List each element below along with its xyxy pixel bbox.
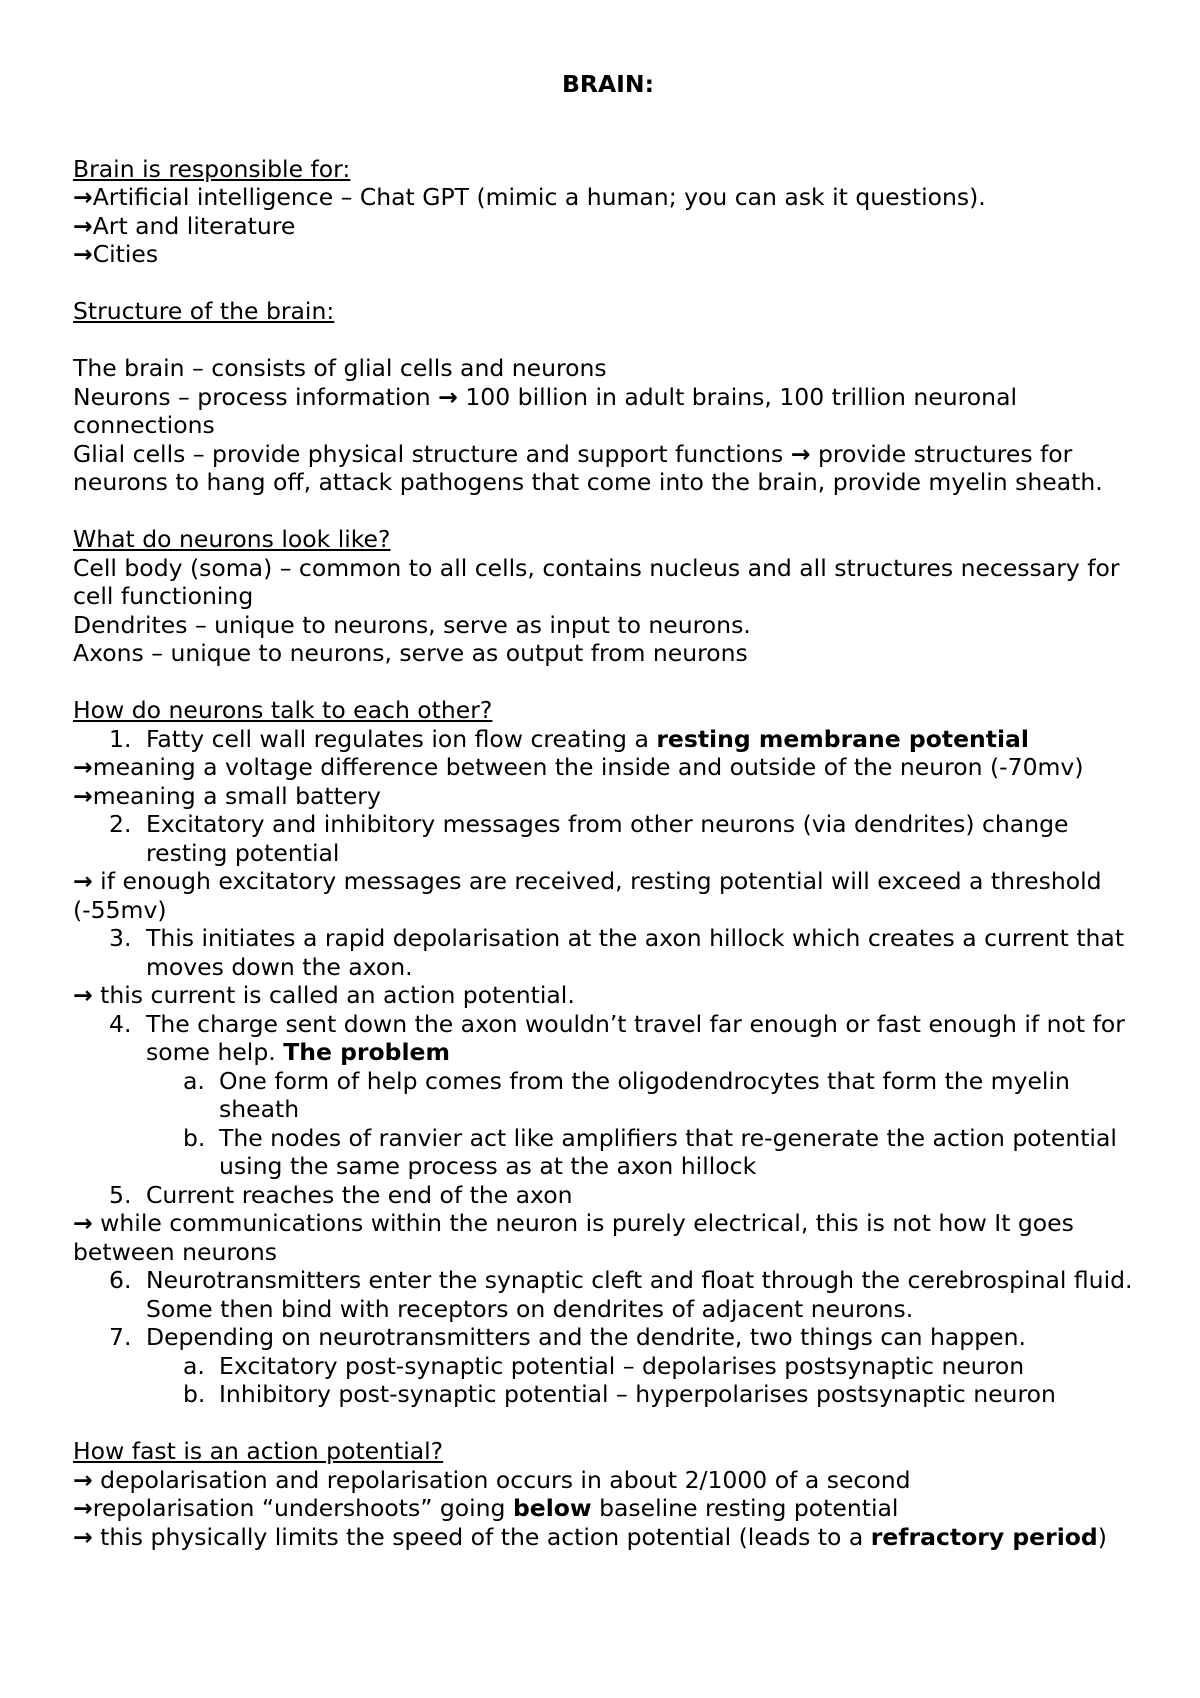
paragraph-line: Axons – unique to neurons, serve as output from neurons [73, 639, 748, 667]
spacer [73, 668, 1133, 697]
section-heading-responsible: Brain is responsible for: [73, 154, 351, 183]
list-item: 7. Depending on neurotransmitters and the dendrite, two things can happen. [109, 1323, 1026, 1351]
list-item: b. The nodes of ranvier act like amplifiers that re-generate the action potential using the same process as at the axon hillock [183, 1123, 1117, 1180]
document-page [73, 70, 1133, 1551]
list-item: 3. This initiates a rapid depolarisation at the axon hillock which creates a current that moves down the axon. [109, 924, 1125, 981]
list-item: a. One form of help comes from the oligodendrocytes that form the myelin sheath [183, 1066, 1070, 1123]
note-line: →meaning a small battery [73, 781, 381, 810]
list-item: 1. Fatty cell wall regulates ion flow creating a resting membrane potential [109, 724, 1029, 753]
arrow-icon: → [438, 382, 458, 411]
list-item: →Artificial intelligence – Chat GPT (mimic a human; you can ask it questions). [73, 183, 986, 211]
note-line: → depolarisation and repolarisation occurs in about 2/1000 of a second [73, 1465, 911, 1494]
document-title: BRAIN: [561, 70, 654, 98]
list-item: b. Inhibitory post-synaptic potential – hyperpolarises postsynaptic neuron [183, 1380, 1056, 1408]
list-item: a. Excitatory post-synaptic potential – depolarises postsynaptic neuron [183, 1351, 1025, 1380]
note-line: → this physically limits the speed of the action potential (leads to a refractory period) [73, 1522, 1107, 1551]
arrow-icon: → [73, 1494, 93, 1522]
arrow-icon: → [790, 439, 811, 468]
section-heading-structure: Structure of the brain: [73, 297, 335, 325]
arrow-icon: → [73, 211, 93, 240]
section-heading-speed: How fast is an action potential? [73, 1437, 444, 1465]
arrow-icon: → [73, 753, 93, 781]
arrow-icon: → [73, 240, 93, 268]
arrow-icon: → [73, 1465, 93, 1494]
note-line: →repolarisation “undershoots” going below baseline resting potential [73, 1494, 899, 1522]
numbered-list [73, 725, 1133, 754]
numbered-list [73, 810, 1133, 867]
arrow-icon: → [73, 183, 93, 211]
paragraph-line: Neurons – process information → 100 billion in adult brains, 100 trillion neuronal connections [73, 382, 1017, 439]
spacer [73, 497, 1133, 526]
numbered-list [73, 1266, 1133, 1352]
list-item: →Art and literature [73, 211, 296, 240]
note-line: → this current is called an action potential. [73, 981, 575, 1009]
paragraph-line: Dendrites – unique to neurons, serve as input to neurons. [73, 610, 751, 639]
note-line: → while communications within the neuron is purely electrical, this is not how It goes between neurons [73, 1209, 1074, 1266]
spacer [73, 269, 1133, 298]
numbered-list [73, 1010, 1133, 1067]
list-item: 4. The charge sent down the axon wouldn’t travel far enough or fast enough if not for some help. The problem [109, 1009, 1125, 1066]
list-item: 6. Neurotransmitters enter the synaptic cleft and float through the cerebrospinal fluid. Some then bind with receptors on dendrites of adjacent neurons. [109, 1266, 1133, 1323]
note-line: →meaning a voltage difference between the inside and outside of the neuron (-70mv) [73, 753, 1084, 781]
spacer [73, 326, 1133, 355]
paragraph-line: Glial cells – provide physical structure and support functions → provide structures for neurons to hang off, attack pathogens that come into the brain, provide myelin sheath. [73, 439, 1103, 496]
lettered-list [73, 1067, 1133, 1181]
lettered-list [73, 1352, 1133, 1409]
numbered-list [73, 1181, 1133, 1210]
numbered-list [73, 924, 1133, 981]
arrow-icon: → [73, 1522, 93, 1551]
arrow-icon: → [73, 867, 93, 895]
arrow-icon: → [73, 781, 93, 810]
arrow-icon: → [73, 981, 93, 1009]
list-item: 5. Current reaches the end of the axon [109, 1180, 573, 1209]
paragraph-line: The brain – consists of glial cells and neurons [73, 354, 607, 382]
section-heading-neurons-talk: How do neurons talk to each other? [73, 696, 493, 724]
paragraph-line: Cell body (soma) – common to all cells, contains nucleus and all structures necessary for cell functioning [73, 553, 1120, 610]
arrow-icon: → [73, 1209, 93, 1237]
list-item: 2. Excitatory and inhibitory messages from other neurons (via dendrites) change resting potential [109, 810, 1069, 867]
section-heading-neurons-look: What do neurons look like? [73, 525, 391, 553]
list-item: →Cities [73, 240, 159, 268]
spacer [73, 1409, 1133, 1438]
note-line: → if enough excitatory messages are received, resting potential will exceed a threshold (-55mv) [73, 867, 1102, 924]
